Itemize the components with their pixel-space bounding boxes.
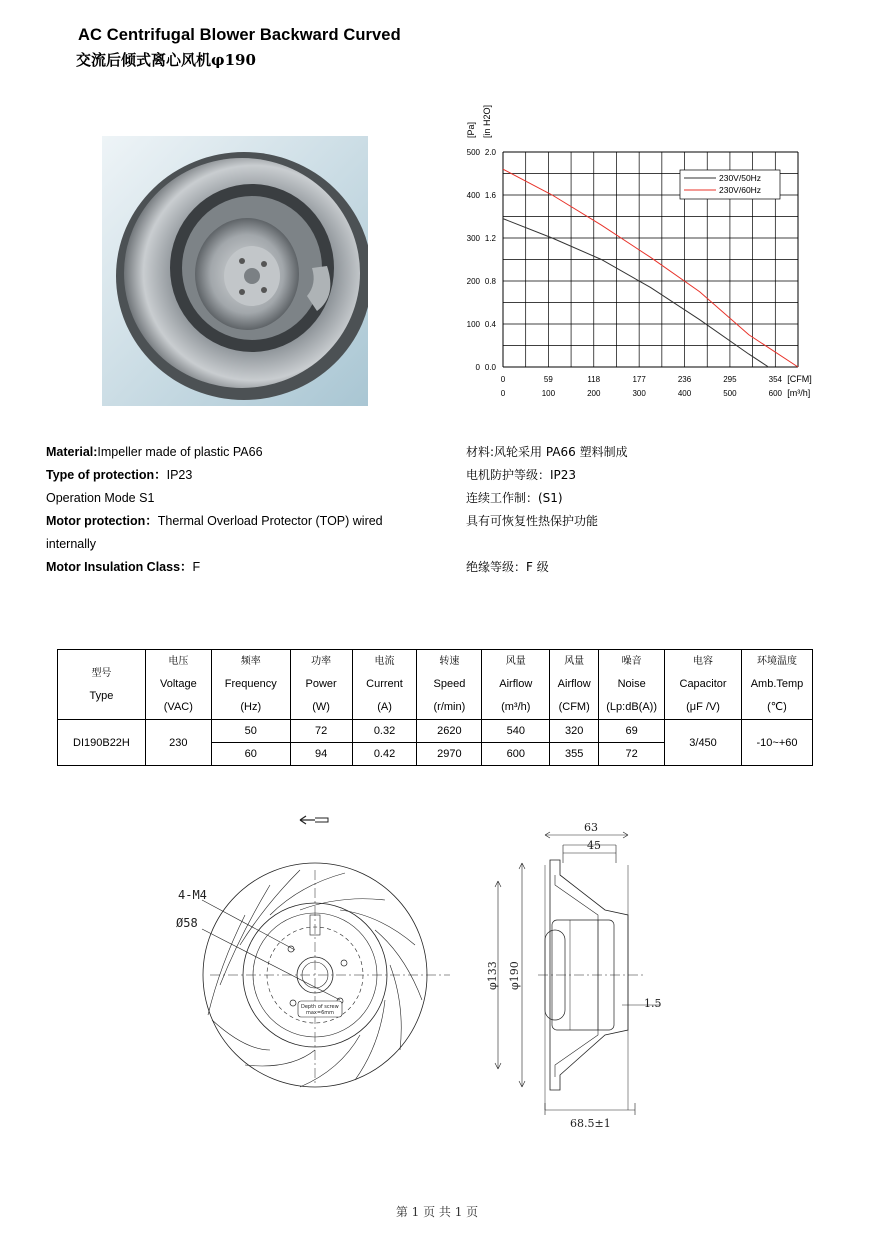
header-airflow-m3h: 风量 Airflow (m³/h): [482, 650, 550, 720]
cell-current: 0.32: [352, 720, 417, 743]
cell-model: DI190B22H: [58, 720, 146, 766]
cell-noise: 69: [599, 720, 665, 743]
x-tick-label-cfm: 236: [677, 375, 692, 384]
spec-cn-motor-protection: 具有可恢复性热保护功能: [466, 514, 599, 528]
spec-value: IP23: [166, 468, 193, 482]
y-tick-label-inh2o: 1.6: [484, 191, 496, 200]
product-photo: [102, 136, 368, 406]
dim-68-5: 68.5±1: [570, 1117, 611, 1130]
dim-133: φ133: [486, 961, 499, 990]
x-tick-label-cfm: 0: [500, 375, 506, 384]
dim-45: 45: [587, 839, 601, 852]
spec-insulation: [46, 556, 446, 579]
label-dia58: Ø58: [176, 916, 198, 930]
y-axis-label-pa: [Pa]: [466, 121, 476, 138]
x-tick-label-m3h: 100: [541, 389, 556, 398]
table-header-row: [58, 650, 813, 720]
x-tick-label-m3h: 500: [723, 389, 737, 398]
x-tick-label-m3h: 200: [587, 389, 601, 398]
y-tick-label-pa: 300: [466, 234, 480, 243]
spec-label: Material:: [46, 445, 98, 459]
header-airflow-cfm: 风量 Airflow (CFM): [550, 650, 599, 720]
spec-label: Type of protection：: [46, 468, 167, 482]
spec-value: F: [192, 560, 201, 574]
x-tick-label-cfm: 177: [632, 375, 646, 384]
y-tick-label-inh2o: 0.0: [484, 363, 496, 372]
cell-speed: 2970: [417, 743, 482, 766]
spec-cn-protection: 电机防护等级：IP23: [466, 468, 577, 482]
specs-chinese: [466, 441, 846, 579]
spec-protection: [46, 464, 446, 487]
y-tick-label-inh2o: 0.8: [484, 277, 496, 286]
label-holes: 4-M4: [178, 888, 207, 902]
table-row: [58, 720, 813, 743]
x-tick-label-m3h: 600: [768, 389, 782, 398]
header-voltage: 电压 Voltage (VAC): [145, 650, 211, 720]
x-tick-label-m3h: 300: [632, 389, 646, 398]
header-speed: 转速 Speed (r/min): [417, 650, 482, 720]
y-tick-label-pa: 200: [466, 277, 480, 286]
header-frequency: 频率 Frequency (Hz): [211, 650, 290, 720]
x-tick-label-cfm: 118: [587, 375, 601, 384]
label-depth-2: max=6mm: [306, 1010, 335, 1016]
spec-value: Thermal Overload Protector (TOP) wired: [157, 514, 383, 528]
spec-table: [57, 649, 813, 766]
y-tick-label-inh2o: 1.2: [484, 234, 496, 243]
y-tick-label-inh2o: 2.0: [484, 148, 496, 157]
cell-current: 0.42: [352, 743, 417, 766]
specs-english: [46, 441, 446, 579]
cell-amb-temp: -10~+60: [741, 720, 812, 766]
cell-capacitor: 3/450: [665, 720, 742, 766]
spec-cn-blank: [466, 533, 846, 556]
spec-motor-protection: [46, 510, 446, 533]
cell-airflow-m3h: 540: [482, 720, 550, 743]
label-depth: Depth of screw: [301, 1004, 339, 1010]
cell-airflow-cfm: 355: [550, 743, 599, 766]
spec-motor-protection-cont: internally: [46, 537, 97, 551]
cell-airflow-cfm: 320: [550, 720, 599, 743]
x-tick-label-cfm: 295: [723, 375, 737, 384]
spec-cn-operation: 连续工作制：(S1): [466, 491, 563, 505]
spec-cn-insulation: 绝缘等级：F 级: [466, 560, 549, 574]
legend-label-0: 230V/50Hz: [719, 173, 762, 183]
header-capacitor: 电容 Capacitor (μF /V): [665, 650, 742, 720]
y-tick-label-inh2o: 0.4: [484, 320, 496, 329]
dim-1-5: 1.5: [644, 997, 662, 1010]
x-unit-cfm: [CFM]: [787, 374, 812, 384]
spec-cn-material: 材料:风轮采用 PA66 塑料制成: [466, 445, 628, 459]
legend-label-1: 230V/60Hz: [719, 185, 762, 195]
spec-value: Impeller made of plastic PA66: [97, 445, 263, 459]
performance-chart: [440, 100, 830, 415]
page-footer: 第 1 页 共 1 页: [395, 1205, 479, 1219]
cell-frequency: 60: [211, 743, 290, 766]
header-type: 型号 Type: [58, 650, 146, 720]
y-axis-label-inh2o: [in H2O]: [482, 104, 492, 138]
header-amb-temp: 环境温度 Amb.Temp (℃): [741, 650, 812, 720]
x-tick-label-cfm: 354: [768, 375, 782, 384]
header-power: 功率 Power (W): [290, 650, 352, 720]
title-en: AC Centrifugal Blower Backward Curved: [78, 26, 401, 44]
cell-voltage: 230: [145, 720, 211, 766]
dim-190: φ190: [508, 961, 521, 990]
y-tick-label-pa: 400: [466, 191, 480, 200]
x-tick-label-m3h: 400: [677, 389, 692, 398]
spec-material: [46, 441, 446, 464]
y-tick-label-pa: 500: [466, 148, 480, 157]
dimension-drawing: [150, 815, 690, 1135]
cell-speed: 2620: [417, 720, 482, 743]
x-unit-m3h: [m³/h]: [787, 388, 811, 398]
title-cn: 交流后倾式离心风机φ190: [76, 51, 256, 69]
cell-noise: 72: [599, 743, 665, 766]
dim-63: 63: [584, 821, 598, 834]
side-view: [486, 821, 662, 1130]
header-noise: 噪音 Noise (Lp:dB(A)): [599, 650, 665, 720]
header-current: 电流 Current (A): [352, 650, 417, 720]
cell-power: 94: [290, 743, 352, 766]
front-view: [176, 816, 450, 1087]
x-tick-label-m3h: 0: [500, 389, 506, 398]
cell-frequency: 50: [211, 720, 290, 743]
y-tick-label-pa: 100: [466, 320, 480, 329]
spec-operation-mode: Operation Mode S1: [46, 491, 155, 505]
series-line-0: [503, 219, 769, 367]
x-tick-label-cfm: 59: [543, 375, 553, 384]
cell-airflow-m3h: 600: [482, 743, 550, 766]
cell-power: 72: [290, 720, 352, 743]
spec-label: Motor Insulation Class：: [46, 560, 193, 574]
y-tick-label-pa: 0: [475, 363, 480, 372]
spec-label: Motor protection：: [46, 514, 158, 528]
